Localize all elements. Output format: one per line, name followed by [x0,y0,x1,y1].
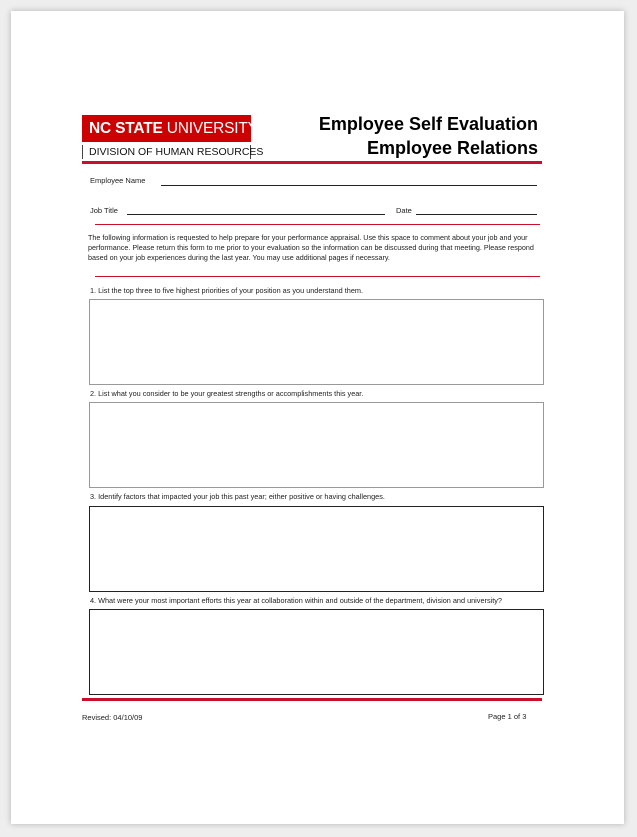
date-label: Date [396,206,412,215]
employee-name-label: Employee Name [90,176,146,185]
logo-main-bold: NC STATE [89,120,163,137]
answer-box-2[interactable] [89,402,544,488]
section-rule [95,224,540,225]
logo-main-thin: UNIVERSITY [166,120,258,137]
question-3: 3. Identify factors that impacted your job this past year; either positive or having challenges. [90,492,385,501]
employee-name-field[interactable] [161,185,537,186]
intro-text: The following information is requested to help prepare for your performance appraisal. Use this space to comment about your job and your performance. Please return this form to me prior to your evaluation so the information can be discussed during that meeting. Please respond based on your job experiences during the last year. You may use additional pages if necessary. [88,233,534,262]
answer-box-4[interactable] [89,609,544,695]
page-number: Page 1 of 3 [488,712,527,721]
section-rule [95,276,540,277]
job-title-label: Job Title [90,206,118,215]
footer-rule [82,698,542,701]
logo-subtitle: DIVISION OF HUMAN RESOURCES [82,145,251,159]
date-field[interactable] [416,214,537,215]
answer-box-1[interactable] [89,299,544,385]
ncsu-logo [82,115,258,142]
revised-date: Revised: 04/10/09 [82,713,143,722]
document-title: Employee Self Evaluation [318,114,538,134]
question-1: 1. List the top three to five highest priorities of your position as you understand them. [90,286,363,295]
answer-box-3[interactable] [89,506,544,592]
job-title-field[interactable] [127,214,385,215]
document-subtitle: Employee Relations [366,138,538,158]
question-2: 2. List what you consider to be your greatest strengths or accomplishments this year. [90,389,364,398]
header-rule [82,161,542,164]
question-4: 4. What were your most important efforts this year at collaboration within and outside of the department, division and university? [90,596,502,605]
